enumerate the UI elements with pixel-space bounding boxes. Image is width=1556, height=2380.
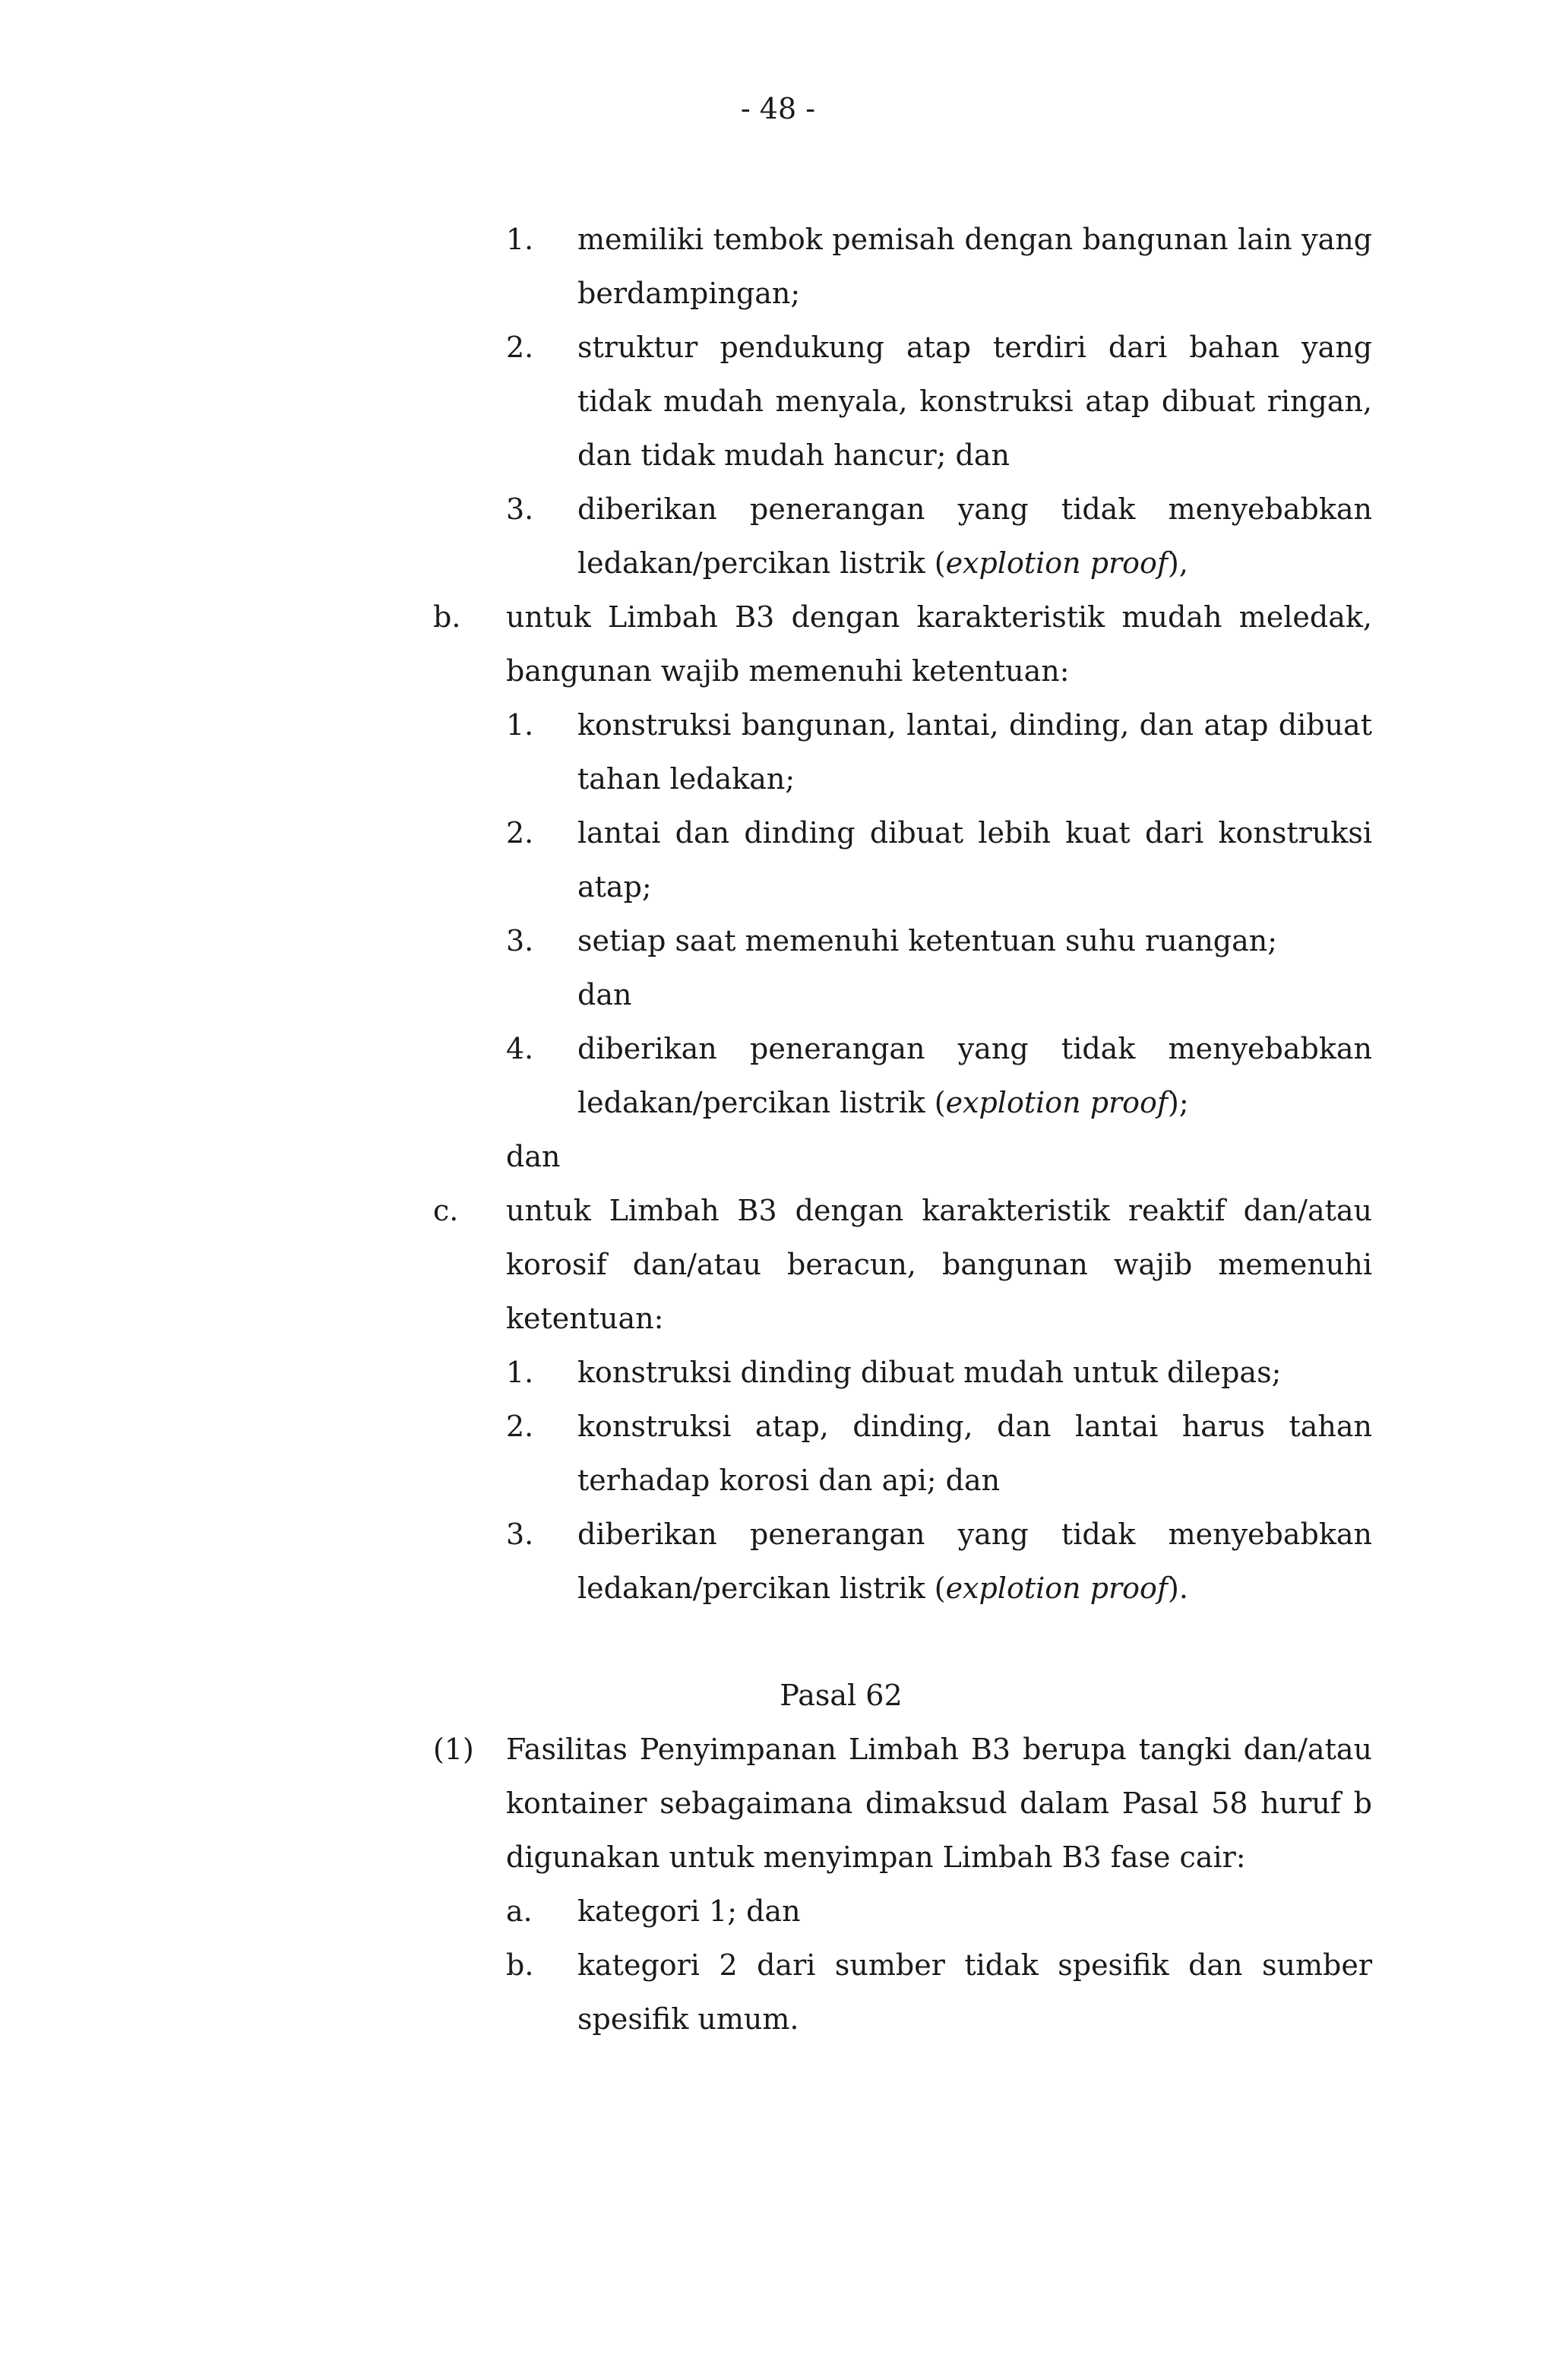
list-number: 2. <box>506 1410 534 1443</box>
list-item <box>0 1508 1556 1616</box>
connector-text: dan <box>506 1140 561 1173</box>
list-item <box>0 1346 1556 1400</box>
list-number: 1. <box>506 223 534 256</box>
list-text: konstruksi atap, dinding, dan lantai harus tahan terhadap korosi dan api; dan <box>577 1410 1372 1497</box>
article-heading: Pasal 62 <box>780 1679 903 1712</box>
italic-term: explotion proof <box>945 1086 1169 1119</box>
list-item <box>0 806 1556 914</box>
list-item <box>0 914 1556 1022</box>
list-number: 1. <box>506 708 534 742</box>
list-number: 3. <box>506 1518 534 1551</box>
list-item <box>0 321 1556 483</box>
list-text: memiliki tembok pemisah dengan bangunan lain yang berdampingan; <box>577 223 1372 310</box>
list-item-c <box>0 1184 1556 1346</box>
list-text: untuk Limbah B3 dengan karakteristik reaktif dan/atau korosif dan/atau beracun, bangunan wajib memenuhi ketentuan: <box>506 1194 1372 1335</box>
italic-term: explotion proof <box>945 1571 1169 1605</box>
list-item <box>0 1938 1556 2046</box>
list-text <box>577 483 1372 590</box>
list-item <box>0 1400 1556 1508</box>
list-number: 3. <box>506 924 534 957</box>
document-body <box>0 213 1556 2046</box>
list-text <box>577 1508 1372 1616</box>
list-letter: b. <box>506 1948 534 1982</box>
list-letter: c. <box>433 1194 459 1227</box>
text-part: ); <box>1168 1086 1189 1119</box>
list-item <box>0 698 1556 806</box>
list-text: untuk Limbah B3 dengan karakteristik mudah meledak, bangunan wajib memenuhi ketentuan: <box>506 600 1372 688</box>
list-number: 3. <box>506 492 534 526</box>
list-text: konstruksi dinding dibuat mudah untuk dilepas; <box>577 1356 1282 1389</box>
text-part: ). <box>1168 1571 1188 1605</box>
list-item <box>0 213 1556 321</box>
clause-text: Fasilitas Penyimpanan Limbah B3 berupa tangki dan/atau kontainer sebagaimana dimaksud dalam Pasal 58 huruf b digunakan untuk menyimpan Limbah B3 fase cair: <box>506 1733 1372 1874</box>
list-text: lantai dan dinding dibuat lebih kuat dari konstruksi atap; <box>577 816 1372 904</box>
list-item <box>0 483 1556 590</box>
list-text: struktur pendukung atap terdiri dari bahan yang tidak mudah menyala, konstruksi atap dibuat ringan, dan tidak mudah hancur; dan <box>577 331 1372 472</box>
list-text: setiap saat memenuhi ketentuan suhu ruangan; <box>577 924 1278 957</box>
clause-number: (1) <box>433 1733 474 1766</box>
page-number: - 48 - <box>740 92 816 125</box>
text-part: diberikan penerangan yang tidak menyebabkan ledakan/percikan listrik ( <box>577 1518 1372 1605</box>
text-part: diberikan penerangan yang tidak menyebabkan ledakan/percikan listrik ( <box>577 492 1372 580</box>
list-number: 4. <box>506 1032 534 1065</box>
list-number: 2. <box>506 816 534 850</box>
list-text: kategori 2 dari sumber tidak spesifik dan sumber spesifik umum. <box>577 1948 1372 2036</box>
list-item <box>0 1885 1556 1938</box>
clause <box>0 1723 1556 1885</box>
list-number: 1. <box>506 1356 534 1389</box>
list-text: kategori 1; dan <box>577 1894 801 1928</box>
list-letter: b. <box>433 600 461 634</box>
text-part: diberikan penerangan yang tidak menyebabkan ledakan/percikan listrik ( <box>577 1032 1372 1119</box>
list-item <box>0 1022 1556 1130</box>
list-letter: a. <box>506 1894 533 1928</box>
list-text-continuation: dan <box>577 978 632 1011</box>
list-text <box>577 1022 1372 1130</box>
list-item-b <box>0 590 1556 698</box>
text-part: ), <box>1168 546 1188 580</box>
list-number: 2. <box>506 331 534 364</box>
italic-term: explotion proof <box>945 546 1169 580</box>
list-text: konstruksi bangunan, lantai, dinding, dan atap dibuat tahan ledakan; <box>577 708 1372 796</box>
